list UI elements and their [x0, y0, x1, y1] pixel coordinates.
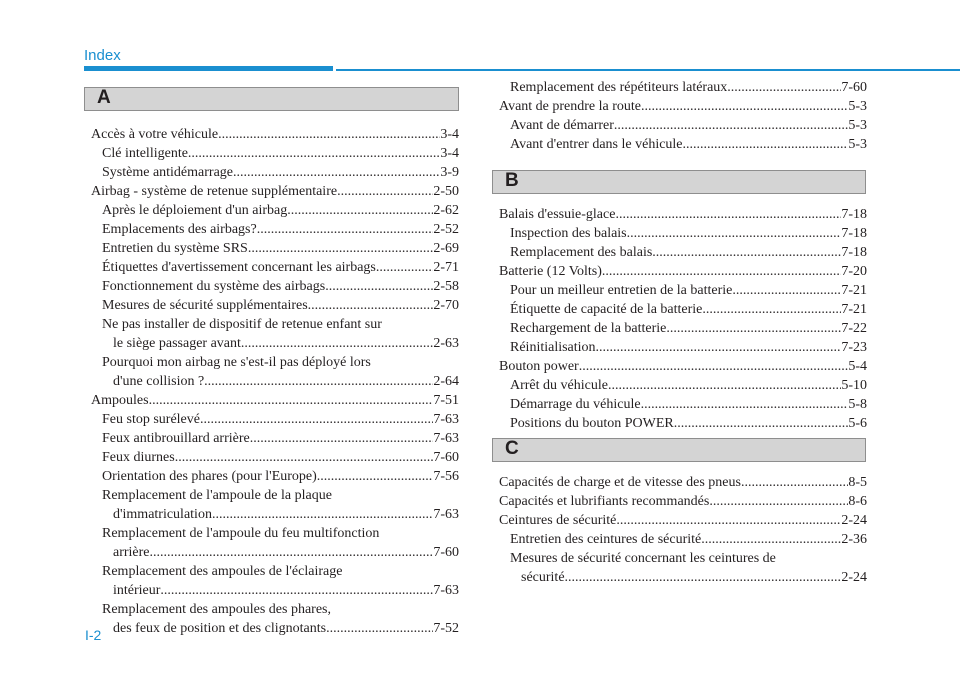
dot-leader	[579, 357, 849, 376]
entry-page-ref: 7-63	[433, 507, 459, 522]
entry-page-ref: 2-24	[841, 570, 867, 585]
entry-text: Remplacement des balais	[510, 245, 653, 260]
index-entry	[499, 357, 867, 376]
entry-text: Orientation des phares (pour l'Europe)	[102, 469, 317, 484]
entry-page-ref: 8-6	[848, 494, 867, 509]
entry-text: Entretien des ceintures de sécurité	[510, 532, 702, 547]
dot-leader	[732, 281, 841, 300]
entry-text: Balais d'essuie-glace	[499, 207, 616, 222]
entry-page-ref: 7-56	[433, 469, 459, 484]
entry-text: Remplacement de l'ampoule de la plaque	[102, 488, 332, 503]
dot-leader	[666, 319, 841, 338]
dot-leader	[149, 391, 434, 410]
index-subentry	[91, 486, 459, 524]
entry-page-ref: 3-4	[440, 146, 459, 161]
index-subentry	[499, 281, 867, 300]
entry-text: Clé intelligente	[102, 146, 188, 161]
dot-leader	[627, 224, 842, 243]
entry-page-ref: 5-4	[848, 359, 867, 374]
entry-text: Remplacement des répétiteurs latéraux	[510, 80, 728, 95]
entry-text: Réinitialisation	[510, 340, 596, 355]
dot-leader	[317, 467, 434, 486]
page-header-title: Index	[84, 47, 121, 64]
index-subentry	[91, 163, 459, 182]
index-subentry	[499, 319, 867, 338]
entry-page-ref: 5-3	[848, 118, 867, 133]
dot-leader	[287, 201, 433, 220]
dot-leader	[615, 205, 841, 224]
index-subentry	[499, 338, 867, 357]
entry-page-ref: 7-18	[841, 245, 867, 260]
entry-text: Remplacement des ampoules de l'éclairage	[102, 564, 343, 579]
entry-text-continued: arrière	[113, 545, 150, 560]
entry-page-ref: 7-22	[841, 321, 867, 336]
index-subentry	[91, 467, 459, 486]
dot-leader	[188, 144, 440, 163]
index-column-b	[499, 205, 867, 433]
entry-text: Remplacement de l'ampoule du feu multifonction	[102, 526, 380, 541]
index-entry	[91, 182, 459, 201]
dot-leader	[218, 125, 440, 144]
index-subentry	[499, 135, 867, 154]
dot-leader	[326, 619, 433, 638]
index-subentry	[91, 448, 459, 467]
entry-page-ref: 7-51	[433, 393, 459, 408]
dot-leader	[565, 568, 842, 587]
entry-page-ref: 5-3	[848, 137, 867, 152]
entry-page-ref: 5-10	[841, 378, 867, 393]
index-subentry	[91, 315, 459, 353]
entry-text: Mesures de sécurité concernant les ceintures de	[510, 551, 776, 566]
entry-page-ref: 7-63	[433, 412, 459, 427]
dot-leader	[241, 334, 433, 353]
entry-page-ref: 7-18	[841, 226, 867, 241]
index-subentry	[499, 414, 867, 433]
section-letter-a: A	[97, 87, 111, 108]
entry-page-ref: 2-63	[433, 336, 459, 351]
entry-text-continued: intérieur	[113, 583, 161, 598]
entry-page-ref: 2-24	[841, 513, 867, 528]
entry-page-ref: 7-63	[433, 583, 459, 598]
index-subentry	[91, 524, 459, 562]
entry-text-continued: d'immatriculation	[113, 507, 212, 522]
dot-leader	[212, 505, 433, 524]
entry-page-ref: 7-63	[433, 431, 459, 446]
entry-page-ref: 2-64	[433, 374, 459, 389]
index-subentry	[499, 549, 867, 587]
index-entry	[499, 97, 867, 116]
dot-leader	[596, 338, 842, 357]
section-a-header	[84, 87, 459, 111]
index-entry	[91, 125, 459, 144]
entry-page-ref: 7-18	[841, 207, 867, 222]
dot-leader	[175, 448, 434, 467]
entry-text-continued: des feux de position et des clignotants	[113, 621, 327, 636]
index-subentry	[499, 224, 867, 243]
entry-page-ref: 7-23	[841, 340, 867, 355]
entry-page-ref: 2-36	[841, 532, 867, 547]
entry-page-ref: 5-8	[848, 397, 867, 412]
dot-leader	[204, 372, 433, 391]
index-entry	[499, 262, 867, 281]
dot-leader	[602, 262, 841, 281]
entry-text: Système antidémarrage	[102, 165, 234, 180]
entry-page-ref: 2-58	[433, 279, 459, 294]
index-subentry	[91, 239, 459, 258]
index-subentry	[91, 201, 459, 220]
dot-leader	[701, 530, 841, 549]
entry-text: Airbag - système de retenue supplémentaire	[91, 184, 338, 199]
entry-page-ref: 2-70	[433, 298, 459, 313]
dot-leader	[233, 163, 440, 182]
entry-text: Ne pas installer de dispositif de retenue enfant sur	[102, 317, 382, 332]
index-subentry	[499, 395, 867, 414]
entry-text: Positions du bouton POWER	[510, 416, 674, 431]
dot-leader	[248, 239, 434, 258]
dot-leader	[200, 410, 433, 429]
dot-leader	[674, 414, 849, 433]
entry-page-ref: 2-71	[433, 260, 459, 275]
entry-page-ref: 3-9	[440, 165, 459, 180]
entry-text: Bouton power	[499, 359, 579, 374]
index-entry	[499, 492, 867, 511]
entry-text: Ceintures de sécurité	[499, 513, 617, 528]
entry-page-ref: 7-21	[841, 302, 867, 317]
entry-text: Fonctionnement du système des airbags	[102, 279, 326, 294]
index-subentry	[91, 562, 459, 600]
index-subentry	[91, 296, 459, 315]
entry-text-continued: le siège passager avant	[113, 336, 241, 351]
entry-text: Démarrage du véhicule	[510, 397, 641, 412]
index-subentry	[499, 78, 867, 97]
entry-text-continued: sécurité	[521, 570, 565, 585]
entry-text: Avant de démarrer	[510, 118, 614, 133]
index-subentry	[91, 600, 459, 638]
dot-leader	[641, 395, 849, 414]
dot-leader	[616, 511, 841, 530]
entry-text: Batterie (12 Volts)	[499, 264, 602, 279]
entry-page-ref: 2-50	[433, 184, 459, 199]
dot-leader	[376, 258, 433, 277]
dot-leader	[257, 220, 434, 239]
index-subentry	[91, 258, 459, 277]
dot-leader	[160, 581, 433, 600]
index-subentry	[91, 429, 459, 448]
index-subentry	[499, 376, 867, 395]
index-subentry	[91, 353, 459, 391]
entry-text: Pour un meilleur entretien de la batterie	[510, 283, 733, 298]
entry-page-ref: 8-5	[848, 475, 867, 490]
entry-page-ref: 7-52	[433, 621, 459, 636]
entry-page-ref: 5-6	[848, 416, 867, 431]
index-subentry	[91, 220, 459, 239]
section-letter-c: C	[505, 438, 519, 459]
entry-text: Capacités de charge et de vitesse des pneus	[499, 475, 741, 490]
entry-text: Ampoules	[91, 393, 149, 408]
entry-text: Étiquettes d'avertissement concernant les airbags	[102, 260, 376, 275]
entry-text: Capacités et lubrifiants recommandés	[499, 494, 710, 509]
entry-text: Inspection des balais	[510, 226, 627, 241]
entry-text: Étiquette de capacité de la batterie	[510, 302, 703, 317]
index-entry	[499, 511, 867, 530]
dot-leader	[727, 78, 841, 97]
dot-leader	[741, 473, 848, 492]
entry-text: Arrêt du véhicule	[510, 378, 608, 393]
index-subentry	[499, 530, 867, 549]
dot-leader	[641, 97, 848, 116]
entry-text: Avant de prendre la route	[499, 99, 642, 114]
entry-text: Feux antibrouillard arrière	[102, 431, 250, 446]
index-column-c	[499, 473, 867, 587]
entry-text: Feux diurnes	[102, 450, 175, 465]
page-number: I-2	[85, 627, 102, 643]
header-rule-thick	[84, 66, 333, 71]
entry-text: Remplacement des ampoules des phares,	[102, 602, 331, 617]
entry-page-ref: 7-60	[841, 80, 867, 95]
index-subentry	[91, 410, 459, 429]
section-b-header	[492, 170, 866, 194]
dot-leader	[325, 277, 433, 296]
dot-leader	[683, 135, 849, 154]
entry-text: Rechargement de la batterie	[510, 321, 667, 336]
index-entry	[499, 473, 867, 492]
entry-text: Après le déploiement d'un airbag	[102, 203, 288, 218]
entry-text: Entretien du système SRS	[102, 241, 248, 256]
dot-leader	[250, 429, 434, 448]
entry-page-ref: 7-21	[841, 283, 867, 298]
entry-page-ref: 7-60	[433, 545, 459, 560]
index-subentry	[499, 243, 867, 262]
entry-page-ref: 5-3	[848, 99, 867, 114]
entry-page-ref: 2-69	[433, 241, 459, 256]
dot-leader	[652, 243, 841, 262]
index-subentry	[499, 116, 867, 135]
entry-text: Avant d'entrer dans le véhicule	[510, 137, 683, 152]
entry-text: Pourquoi mon airbag ne s'est-il pas déployé lors	[102, 355, 371, 370]
index-column-a-continued	[499, 78, 867, 154]
entry-page-ref: 7-20	[841, 264, 867, 279]
entry-page-ref: 7-60	[433, 450, 459, 465]
entry-text: Feu stop surélevé	[102, 412, 200, 427]
index-entry	[499, 205, 867, 224]
dot-leader	[308, 296, 434, 315]
index-column-a	[91, 125, 459, 638]
index-subentry	[91, 277, 459, 296]
entry-text: Mesures de sécurité supplémentaires	[102, 298, 308, 313]
index-subentry	[91, 144, 459, 163]
entry-text: Emplacements des airbags?	[102, 222, 257, 237]
dot-leader	[608, 376, 841, 395]
dot-leader	[614, 116, 848, 135]
dot-leader	[150, 543, 434, 562]
header-rule-thin	[336, 69, 960, 71]
entry-page-ref: 3-4	[440, 127, 459, 142]
index-subentry	[499, 300, 867, 319]
dot-leader	[709, 492, 848, 511]
section-c-header	[492, 438, 866, 462]
index-entry	[91, 391, 459, 410]
entry-text-continued: d'une collision ?	[113, 374, 205, 389]
entry-page-ref: 2-62	[433, 203, 459, 218]
dot-leader	[337, 182, 433, 201]
entry-page-ref: 2-52	[433, 222, 459, 237]
entry-text: Accès à votre véhicule	[91, 127, 219, 142]
dot-leader	[702, 300, 841, 319]
section-letter-b: B	[505, 170, 519, 191]
